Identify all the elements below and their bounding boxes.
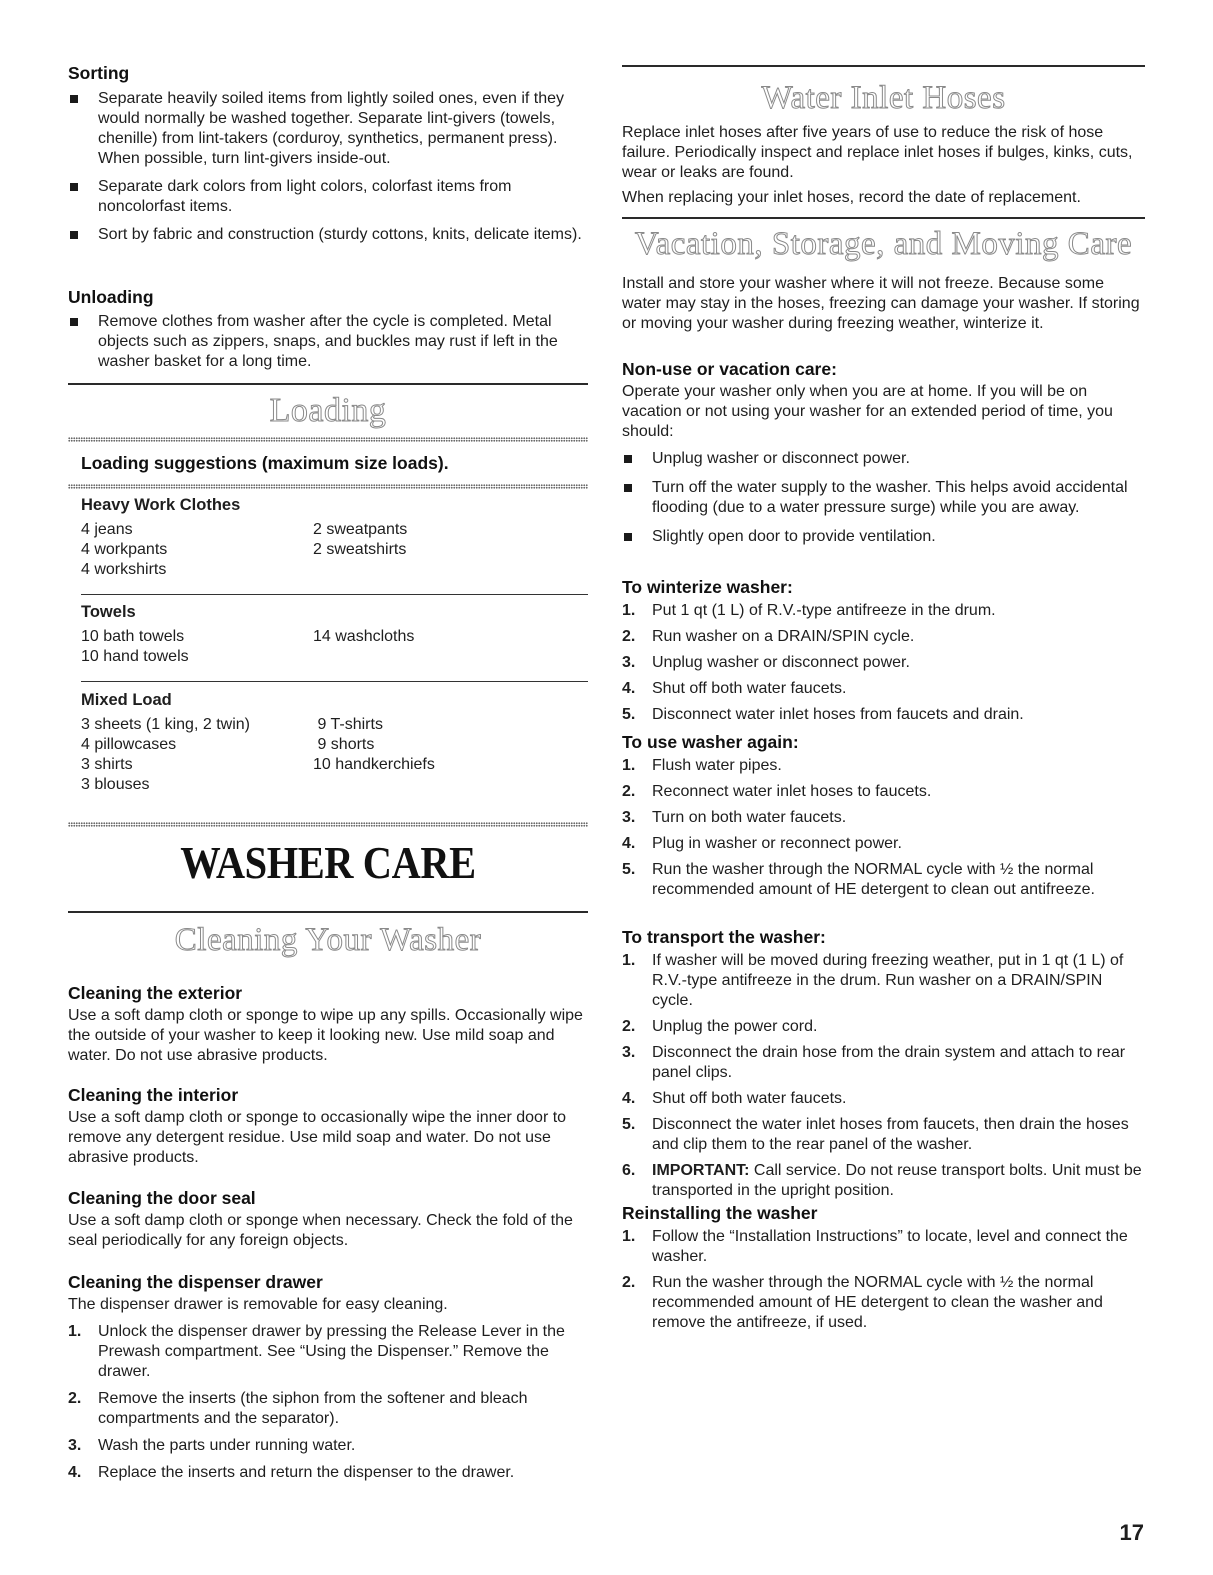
door-seal-text: Use a soft damp cloth or sponge when necessary. Check the fold of the seal periodically for any foreign objects. bbox=[68, 1212, 573, 1249]
vacation-title: Vacation, Storage, and Moving Care bbox=[634, 226, 1133, 262]
cleaning-title: Cleaning Your Washer bbox=[174, 922, 482, 958]
hoses-text: Replace inlet hoses after five years of use to reduce the risk of hose failure. Periodically inspect and replace inlet hoses if bulges, kinks, cuts, wear or leaks are found. bbox=[622, 124, 1133, 181]
vacation-intro: Install and store your washer where it will not freeze. Because some water may stay in the hoses, freezing can damage your washer. If storing or moving your washer during freezing weather, winterize it. bbox=[622, 275, 1140, 332]
unloading-list bbox=[68, 312, 588, 372]
winterize-steps bbox=[622, 601, 1145, 725]
load-group-towels bbox=[81, 602, 588, 667]
unloading-heading: Unloading bbox=[68, 287, 154, 307]
list-item: 2. Reconnect water inlet hoses to faucets. bbox=[622, 783, 932, 800]
list-item: 1. Flush water pipes. bbox=[622, 757, 782, 774]
important-text: Call service. Do not reuse transport bolts. Unit must be transported in the upright position. bbox=[652, 1162, 1142, 1199]
list-item: 1. Follow the “Installation Instructions” to locate, level and connect the washer. bbox=[622, 1228, 1128, 1265]
load-item: 3 sheets (1 king, 2 twin) bbox=[81, 716, 250, 733]
exterior-heading: Cleaning the exterior bbox=[68, 983, 243, 1003]
list-item: 3. Wash the parts under running water. bbox=[68, 1437, 356, 1454]
again-heading: To use washer again: bbox=[622, 732, 799, 752]
load-item: 4 jeans bbox=[81, 521, 133, 538]
reinstall-steps bbox=[622, 1227, 1145, 1333]
transport-steps bbox=[622, 951, 1145, 1201]
winterize-heading: To winterize washer: bbox=[622, 577, 793, 597]
list-item: Turn off the water supply to the washer. This helps avoid accidental flooding (due to a water pressure surge) while you are away. bbox=[622, 478, 1145, 518]
list-item: 2. Run washer on a DRAIN/SPIN cycle. bbox=[622, 628, 915, 645]
reinstall-heading: Reinstalling the washer bbox=[622, 1203, 818, 1223]
list-item: 5. Disconnect the water inlet hoses from faucets, then drain the hoses and clip them to the rear panel of the washer. bbox=[622, 1116, 1129, 1153]
exterior-text: Use a soft damp cloth or sponge to wipe up any spills. Occasionally wipe the outside of your washer to keep it looking new. Use mild soap and water. Do not use abrasive products. bbox=[68, 1007, 583, 1064]
washer-care-title: WASHER CARE bbox=[180, 837, 476, 888]
important-label: IMPORTANT: bbox=[652, 1162, 750, 1179]
load-item: 3 shirts bbox=[81, 756, 133, 773]
load-group-heavy bbox=[81, 495, 588, 580]
load-group-heading: Towels bbox=[81, 603, 136, 621]
nonuse-text: Operate your washer only when you are at home. If you will be on vacation or not using your washer for an extended period of time, you should: bbox=[622, 383, 1113, 440]
hoses-text-2: When replacing your inlet hoses, record the date of replacement. bbox=[622, 189, 1081, 206]
load-item: 2 sweatpants bbox=[313, 521, 408, 538]
page-number: 17 bbox=[1119, 1520, 1144, 1545]
list-item: Sort by fabric and construction (sturdy cottons, knits, delicate items). bbox=[68, 225, 588, 245]
interior-heading: Cleaning the interior bbox=[68, 1085, 239, 1105]
list-item: 4. Shut off both water faucets. bbox=[622, 680, 847, 697]
list-item: Separate dark colors from light colors, colorfast items from noncolorfast items. bbox=[68, 177, 588, 217]
load-item: 10 bath towels bbox=[81, 628, 185, 645]
sorting-list bbox=[68, 89, 588, 245]
load-item: 10 hand towels bbox=[81, 648, 189, 665]
list-item: 2. Remove the inserts (the siphon from the softener and bleach compartments and the separator). bbox=[68, 1390, 528, 1427]
hoses-title: Water Inlet Hoses bbox=[761, 80, 1006, 116]
load-item: 14 washcloths bbox=[313, 628, 415, 645]
load-group-heading: Mixed Load bbox=[81, 691, 172, 709]
divider bbox=[68, 383, 588, 385]
loading-title: Loading bbox=[269, 392, 387, 429]
load-group-mixed bbox=[81, 690, 588, 795]
load-item: 4 pillowcases bbox=[81, 736, 177, 753]
list-item: 2. Unplug the power cord. bbox=[622, 1018, 818, 1035]
load-item: 2 sweatshirts bbox=[313, 541, 407, 558]
divider bbox=[81, 681, 588, 682]
dotted-divider bbox=[68, 437, 588, 442]
list-item: Separate heavily soiled items from lightly soiled ones, even if they would normally be washed together. Separate lint-givers (towels, chenille) from lint-takers (corduroy, synthetics, permanent press). When possible, turn lint-givers inside-out. bbox=[68, 89, 588, 169]
list-item: Remove clothes from washer after the cycle is completed. Metal objects such as zippers, snaps, and buckles may rust if left in the washer basket for a long time. bbox=[68, 312, 588, 372]
load-item: 4 workpants bbox=[81, 541, 168, 558]
list-item: 5. Disconnect water inlet hoses from faucets and drain. bbox=[622, 706, 1024, 723]
list-item: 3. Turn on both water faucets. bbox=[622, 809, 847, 826]
load-group-heading: Heavy Work Clothes bbox=[81, 496, 241, 514]
load-item: 10 handkerchiefs bbox=[313, 756, 435, 773]
list-item: 4. Shut off both water faucets. bbox=[622, 1090, 847, 1107]
sorting-heading: Sorting bbox=[68, 63, 130, 83]
nonuse-heading: Non-use or vacation care: bbox=[622, 359, 837, 379]
divider bbox=[622, 217, 1145, 219]
door-seal-heading: Cleaning the door seal bbox=[68, 1188, 256, 1208]
again-steps bbox=[622, 756, 1145, 900]
dotted-divider bbox=[68, 822, 588, 827]
divider bbox=[68, 911, 588, 913]
list-item: 1. If washer will be moved during freezing weather, put in 1 qt (1 L) of R.V.-type antifreeze in the drum. Run washer on a DRAIN/SPIN cycle. bbox=[622, 952, 1124, 1009]
divider bbox=[622, 65, 1145, 67]
list-item: 4. Replace the inserts and return the dispenser to the drawer. bbox=[68, 1464, 515, 1481]
list-item: 1. Unlock the dispenser drawer by pressing the Release Lever in the Prewash compartment. See “Using the Dispenser.” Remove the drawer. bbox=[68, 1323, 565, 1380]
list-item: 5. Run the washer through the NORMAL cycle with ½ the normal recommended amount of HE detergent to clean out antifreeze. bbox=[622, 861, 1095, 898]
load-item: 9 T-shirts bbox=[313, 716, 383, 733]
list-item: 2. Run the washer through the NORMAL cycle with ½ the normal recommended amount of HE detergent to clean the washer and remove the antifreeze, if used. bbox=[622, 1274, 1103, 1331]
load-item: 3 blouses bbox=[81, 776, 150, 793]
list-item: 6. IMPORTANT: Call service. Do not reuse transport bolts. Unit must be transported in the upright position. bbox=[622, 1162, 1142, 1199]
list-item: Slightly open door to provide ventilation. bbox=[622, 527, 1145, 547]
list-item: Unplug washer or disconnect power. bbox=[622, 449, 1145, 469]
nonuse-list bbox=[622, 449, 1145, 547]
list-item: 4. Plug in washer or reconnect power. bbox=[622, 835, 902, 852]
list-item: 1. Put 1 qt (1 L) of R.V.-type antifreeze in the drum. bbox=[622, 602, 996, 619]
dotted-divider bbox=[68, 484, 588, 489]
transport-heading: To transport the washer: bbox=[622, 927, 826, 947]
list-item: 3. Unplug washer or disconnect power. bbox=[622, 654, 910, 671]
interior-text: Use a soft damp cloth or sponge to occasionally wipe the inner door to remove any detergent residue. Use mild soap and water. Do not use abrasive products. bbox=[68, 1109, 567, 1166]
loading-suggestions-heading: Loading suggestions (maximum size loads). bbox=[81, 453, 449, 473]
dispenser-steps bbox=[68, 1322, 588, 1483]
load-item: 4 workshirts bbox=[81, 561, 167, 578]
dispenser-text: The dispenser drawer is removable for easy cleaning. bbox=[68, 1296, 448, 1313]
load-item: 9 shorts bbox=[313, 736, 375, 753]
dispenser-heading: Cleaning the dispenser drawer bbox=[68, 1272, 323, 1292]
divider bbox=[81, 594, 588, 595]
list-item: 3. Disconnect the drain hose from the drain system and attach to rear panel clips. bbox=[622, 1044, 1126, 1081]
